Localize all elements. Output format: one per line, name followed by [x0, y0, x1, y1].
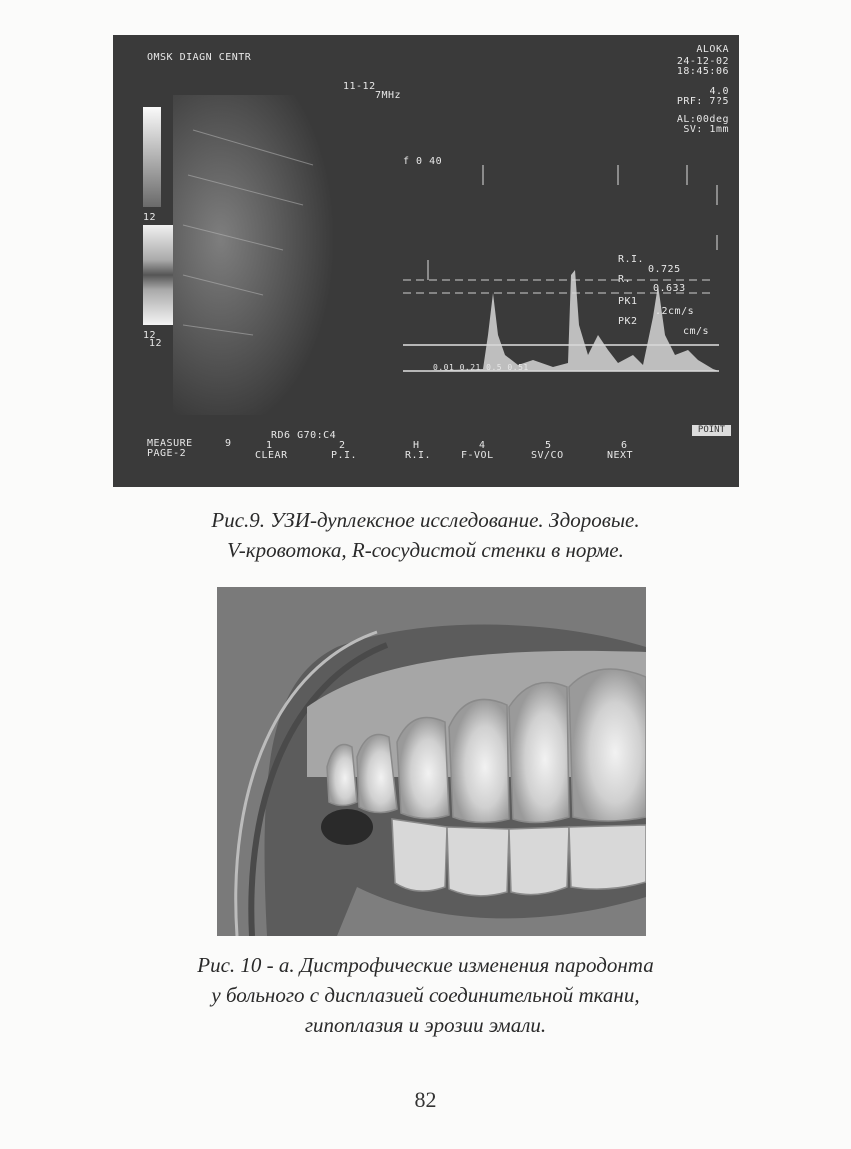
menu-item3-label: R.I. [405, 450, 432, 461]
pk2-label: PK2 [618, 316, 638, 327]
dental-photo [217, 587, 646, 936]
r-label: R. [618, 274, 632, 285]
sample-volume: SV: 1mm [683, 124, 729, 135]
dental-photo-graphics [217, 587, 646, 936]
menu-item5-num: 5 [545, 440, 552, 451]
prf-value: PRF: 7?5 [676, 96, 729, 107]
menu-item2-num: 2 [339, 440, 346, 451]
baseline-readout: 0.01 0.21 0.5 0.51 [433, 363, 529, 372]
exam-time: 18:45:06 [676, 66, 729, 77]
pk1-value: .2cm/s [655, 306, 695, 317]
scale-label-top: 12 [143, 212, 157, 223]
figure9-caption-line2: V-кровотока, R-сосудистой стенки в норме. [227, 538, 624, 562]
menu-measure-num: 9 [225, 438, 232, 449]
menu-item2-label: P.I. [331, 450, 358, 461]
menu-page: PAGE-2 [147, 448, 187, 459]
point-indicator: POINT [692, 425, 731, 436]
menu-item4-label: F-VOL [461, 450, 494, 461]
menu-item4-num: 4 [479, 440, 486, 451]
probe-frequency: 7MHz [375, 90, 402, 101]
menu-item3-num: H [413, 440, 420, 451]
scale-label-bottom: 12 [149, 338, 163, 349]
ultrasound-image [113, 35, 739, 487]
grayscale-bar-bottom [143, 225, 173, 325]
menu-item2-code: RD6 G70:C4 [271, 430, 337, 441]
figure10-caption-line2: у больного с дисплазией соединительной ткани, [211, 983, 640, 1007]
grayscale-bar-top [143, 107, 161, 207]
ri-value: 0.725 [648, 264, 681, 275]
pk1-label: PK1 [618, 296, 638, 307]
exam-date: 24-12-02 [676, 56, 729, 67]
pk2-value: cm/s [683, 326, 710, 337]
angle-marker: f 0 40 [403, 156, 443, 167]
clinic-title: OMSK DIAGN CENTR [147, 52, 252, 63]
device-brand: ALOKA [696, 44, 729, 55]
angle-value: AL:00deg [676, 114, 729, 125]
figure10-caption [0, 950, 851, 1040]
ri-label: R.I. [618, 254, 645, 265]
menu-measure: MEASURE [147, 438, 193, 449]
menu-item6-num: 6 [621, 440, 628, 451]
probe-label: 11-12 [343, 81, 376, 92]
menu-item1-num: 1 [266, 440, 273, 451]
menu-item6-label: NEXT [607, 450, 634, 461]
scale-label-mid: 12 [143, 330, 157, 341]
r-value: 0.633 [653, 283, 686, 294]
figure9-caption-line1: Рис.9. УЗИ-дуплексное исследование. Здоровые. [211, 508, 640, 532]
figure9-caption [0, 505, 851, 565]
page-number: 82 [414, 1087, 437, 1112]
ultrasound-graphics [113, 35, 739, 487]
figure10-caption-line1: Рис. 10 - а. Дистрофические изменения пародонта [197, 953, 654, 977]
gain-value: 4.0 [709, 86, 729, 97]
menu-item1-label: CLEAR [255, 450, 288, 461]
figure10-caption-line3: гипоплазия и эрозии эмали. [304, 1013, 547, 1037]
menu-item5-label: SV/CO [531, 450, 564, 461]
